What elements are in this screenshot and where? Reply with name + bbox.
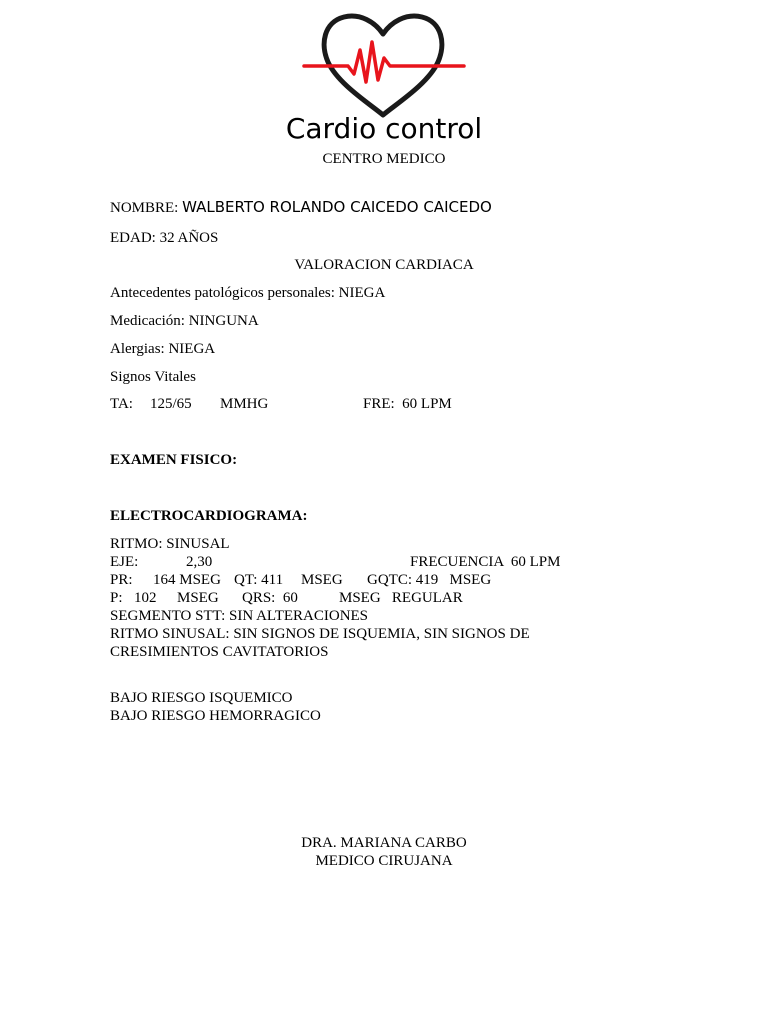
history-line: Antecedentes patológicos personales: NIEGA	[110, 285, 386, 301]
ecg-intervals-line	[110, 570, 491, 590]
p-unit: MSEG	[177, 590, 219, 606]
ecg-waves-line	[110, 588, 463, 608]
ta-value: 125/65	[150, 396, 192, 412]
brand-name: Cardio control	[285, 112, 483, 145]
fre-value: FRE: 60 LPM	[363, 396, 452, 412]
ecg-conclusion-2: CRESIMIENTOS CAVITATORIOS	[110, 644, 329, 660]
ecg-heading: ELECTROCARDIOGRAMA:	[110, 508, 308, 524]
vitals-heading: Signos Vitales	[110, 369, 196, 385]
ecg-axis-line	[110, 552, 560, 572]
p-value: 102	[134, 590, 157, 606]
ecg-segment: SEGMENTO STT: SIN ALTERACIONES	[110, 608, 369, 624]
eje-value: 2,30	[186, 554, 213, 570]
ecg-frequency: FRECUENCIA 60 LPM	[410, 554, 561, 570]
qt-value: QT: 411	[234, 572, 284, 588]
ta-unit: MMHG	[220, 396, 269, 412]
p-label: P:	[110, 590, 123, 606]
risk-hemorrhagic: BAJO RIESGO HEMORRAGICO	[110, 708, 321, 724]
doctor-name: DRA. MARIANA CARBO	[301, 835, 467, 851]
gqtc-value: GQTC: 419 MSEG	[367, 572, 492, 588]
medication-line: Medicación: NINGUNA	[110, 313, 259, 329]
pr-value: 164 MSEG	[153, 572, 221, 588]
pr-label: PR:	[110, 572, 133, 588]
assessment-title: VALORACION CARDIACA	[294, 257, 474, 273]
patient-name-value: WALBERTO ROLANDO CAICEDO CAICEDO	[182, 198, 492, 216]
eje-label: EJE:	[110, 554, 139, 570]
ecg-rhythm: RITMO: SINUSAL	[110, 536, 230, 552]
ecg-conclusion-1: RITMO SINUSAL: SIN SIGNOS DE ISQUEMIA, SIN SIGNOS DE	[110, 626, 530, 642]
qrs-unit: MSEG REGULAR	[339, 590, 463, 606]
risk-ischemic: BAJO RIESGO ISQUEMICO	[110, 690, 293, 706]
patient-name-line	[110, 197, 492, 218]
physical-exam-heading: EXAMEN FISICO:	[110, 452, 238, 468]
brand-subtitle: CENTRO MEDICO	[322, 151, 446, 167]
qt-unit: MSEG	[301, 572, 343, 588]
ta-label: TA:	[110, 396, 133, 412]
heart-ecg-icon	[298, 12, 468, 122]
patient-age: EDAD: 32 AÑOS	[110, 230, 219, 246]
qrs-value: QRS: 60	[242, 590, 298, 606]
allergies-line: Alergias: NIEGA	[110, 341, 216, 357]
doctor-title: MEDICO CIRUJANA	[315, 853, 453, 869]
patient-name-label: NOMBRE:	[110, 200, 179, 216]
vitals-line	[110, 394, 452, 414]
